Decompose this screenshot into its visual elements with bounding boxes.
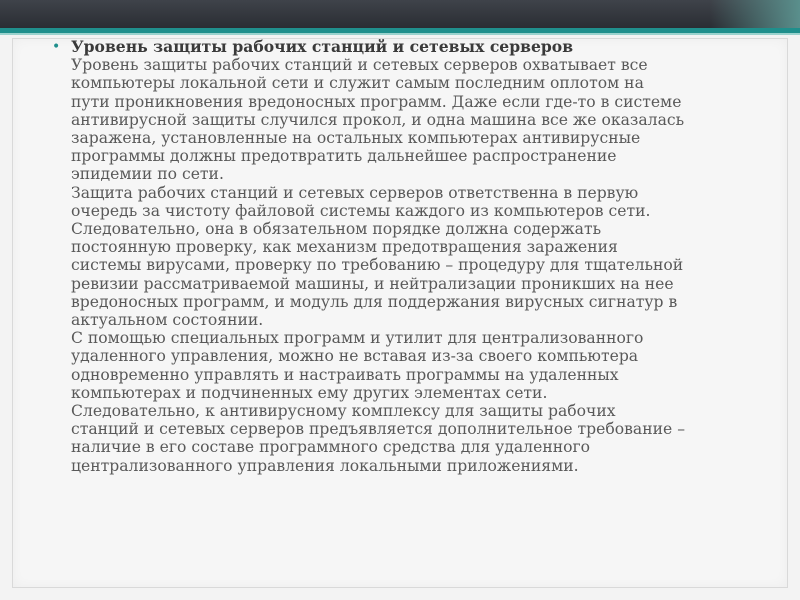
paragraph-3: С помощью специальных программ и утилит для централизованного удаленного управления, можно не вставая из-за своего компьютера одновременно управлять и настраивать программы на удаленных компьютерах и подчиненных ему других элементах сети. xyxy=(71,329,644,402)
slide-title: Уровень защиты рабочих станций и сетевых серверов xyxy=(71,37,574,56)
title-line xyxy=(52,38,758,56)
bullet-icon: • xyxy=(52,39,61,55)
paragraph-1: Уровень защиты рабочих станций и сетевых серверов охватывает все компьютеры локальной сети и служит самым последним оплотом на пути проникновения вредоносных программ. Даже если где-то в системе антивирусной защиты случился прокол, и одна машина все же оказалась заражена, установленные на остальных компьютерах антивирусные программы должны предотвратить дальнейшее распространение эпидемии по сети. xyxy=(71,56,685,184)
header-band xyxy=(0,0,800,28)
paragraph-4: Следовательно, к антивирусному комплексу для защиты рабочих станций и сетевых серверов предъявляется дополнительное требование – наличие в его составе программного средства для удаленного централизованного управления локальными приложениями. xyxy=(71,402,685,475)
slide-content xyxy=(52,38,758,475)
header-accent-thin-stripe xyxy=(0,33,800,35)
paragraph-2: Защита рабочих станций и сетевых серверов ответственна в первую очередь за чистоту файловой системы каждого из компьютеров сети. Следовательно, она в обязательном порядке должна содержать постоянную проверку, как механизм предотвращения заражения системы вирусами, проверку по требованию – процедуру для тщательной ревизии рассматриваемой машины, и нейтрализации проникших на нее вредоносных программ, и модуль для поддержания вирусных сигнатур в актуальном состоянии. xyxy=(71,183,684,330)
